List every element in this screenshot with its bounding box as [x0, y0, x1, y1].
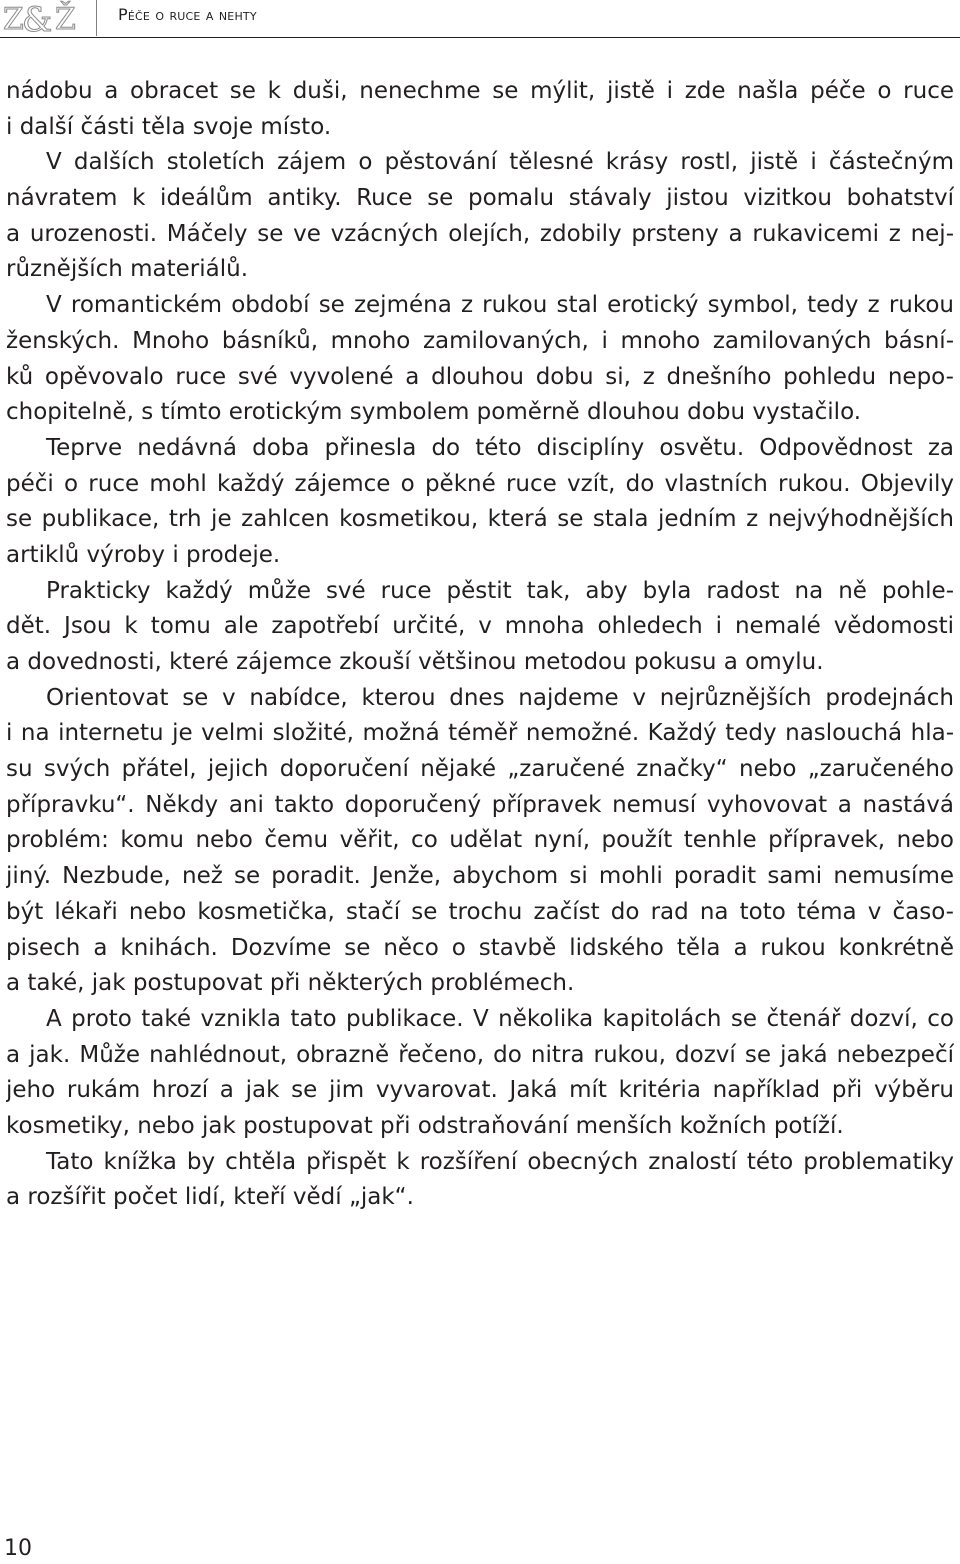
text-line: nádobu a obracet se k duši, nenechme se mýlit, jistě i zde našla péče o ruce — [6, 78, 954, 104]
header-divider — [96, 0, 97, 36]
text-line: různějších materiálů. — [6, 256, 249, 283]
page-header — [0, 0, 960, 38]
text-line: chopitelně, s tímto erotickým symbolem poměrně dlouhou dobu vystačilo. — [6, 399, 862, 426]
text-line: Orientovat se v nabídce, kterou dnes najdeme v nejrůznějších prodejnách — [46, 684, 954, 711]
page-number: 10 — [4, 1536, 32, 1561]
body-text — [6, 74, 954, 1216]
text-line: Teprve nedávná doba přinesla do této disciplíny osvětu. Odpovědnost za — [46, 434, 954, 461]
text-line: péči o ruce mohl každý zájemce o pěkné ruce vzít, do vlastních rukou. Objevily — [6, 470, 954, 497]
svg-text:Z: Z — [3, 2, 24, 36]
text-line: ků opěvovalo ruce své vyvolené a dlouhou dobu si, z dnešního pohledu nepo- — [6, 363, 954, 390]
text-line: V dalších stoletích zájem o pěstování tělesné krásy rostl, jistě i částečným — [46, 149, 954, 176]
running-header-title: Péče o ruce a nehty — [118, 5, 257, 24]
paragraph — [6, 1145, 954, 1216]
text-line: ženských. Mnoho básníků, mnoho zamilovaných, i mnoho zamilovaných básní- — [6, 327, 954, 354]
paragraph — [6, 74, 954, 145]
text-line: A proto také vznikla tato publikace. V několika kapitolách se čtenář dozví, co — [46, 1005, 954, 1032]
publisher-logo — [3, 0, 83, 36]
text-line: návratem k ideálům antiky. Ruce se pomalu stávaly jistou vizitkou bohatství — [6, 185, 954, 212]
text-line: artiklů výroby i prodeje. — [6, 541, 281, 568]
text-line: kosmetiky, nebo jak postupovat při odstraňování menších kožních potíží. — [6, 1112, 844, 1139]
text-line: a jak. Může nahlédnout, obrazně řečeno, do nitra rukou, dozví se jaká nebezpečí — [6, 1041, 954, 1068]
text-line: dět. Jsou k tomu ale zapotřebí určité, v mnoha ohledech i nemalé vědomosti — [6, 613, 954, 640]
text-line: V romantickém období se zejména z rukou stal erotický symbol, tedy z rukou — [46, 292, 954, 319]
text-line: být lékaři nebo kosmetička, stačí se trochu začíst do rad na toto téma v časo- — [6, 898, 954, 925]
publisher-logo-mark — [3, 0, 83, 36]
text-line: Prakticky každý může své ruce pěstit tak, aby byla radost na ně pohle- — [46, 577, 954, 604]
text-line: pisech a knihách. Dozvíme se něco o stavbě lidského těla a rukou konkrétně — [6, 934, 954, 961]
paragraph — [6, 681, 954, 1002]
paragraph — [6, 145, 954, 288]
text-line: jiný. Nezbude, než se poradit. Jenže, abychom si mohli poradit sami nemusíme — [6, 863, 954, 890]
text-line: i na internetu je velmi složité, možná téměř nemožné. Každý tedy naslouchá hla- — [6, 720, 954, 747]
svg-text:Ž: Ž — [55, 2, 76, 36]
text-line: se publikace, trh je zahlcen kosmetikou, která se stala jedním z nejvýhodnějších — [6, 506, 954, 533]
paragraph — [6, 1002, 954, 1145]
text-line: a dovednosti, které zájemce zkouší většinou metodou pokusu a omylu. — [6, 649, 824, 675]
header-rule — [0, 37, 960, 38]
text-line: a rozšířit počet lidí, kteří vědí „jak“. — [6, 1184, 414, 1211]
text-line: problém: komu nebo čemu věřit, co udělat nyní, použít tenhle přípravek, nebo — [6, 827, 954, 854]
paragraph — [6, 288, 954, 431]
paragraph — [6, 431, 954, 574]
text-line: přípravku“. Někdy ani takto doporučený přípravek nemusí vyhovovat a nastává — [6, 791, 954, 818]
svg-text:&: & — [22, 0, 53, 36]
text-line: a také, jak postupovat při některých problémech. — [6, 970, 575, 997]
text-line: jeho rukám hrozí a jak se jim vyvarovat. Jaká mít kritéria například při výběru — [6, 1077, 954, 1104]
text-line: a urozenosti. Máčely se ve vzácných olejích, zdobily prsteny a rukavicemi z nej- — [6, 220, 954, 247]
text-line: Tato knížka by chtěla přispět k rozšíření obecných znalostí této problematiky — [46, 1148, 954, 1175]
paragraph — [6, 574, 954, 681]
text-line: i další části těla svoje místo. — [6, 113, 332, 140]
text-line: su svých přátel, jejich doporučení nějaké „zaručené značky“ nebo „zaručeného — [6, 756, 954, 783]
